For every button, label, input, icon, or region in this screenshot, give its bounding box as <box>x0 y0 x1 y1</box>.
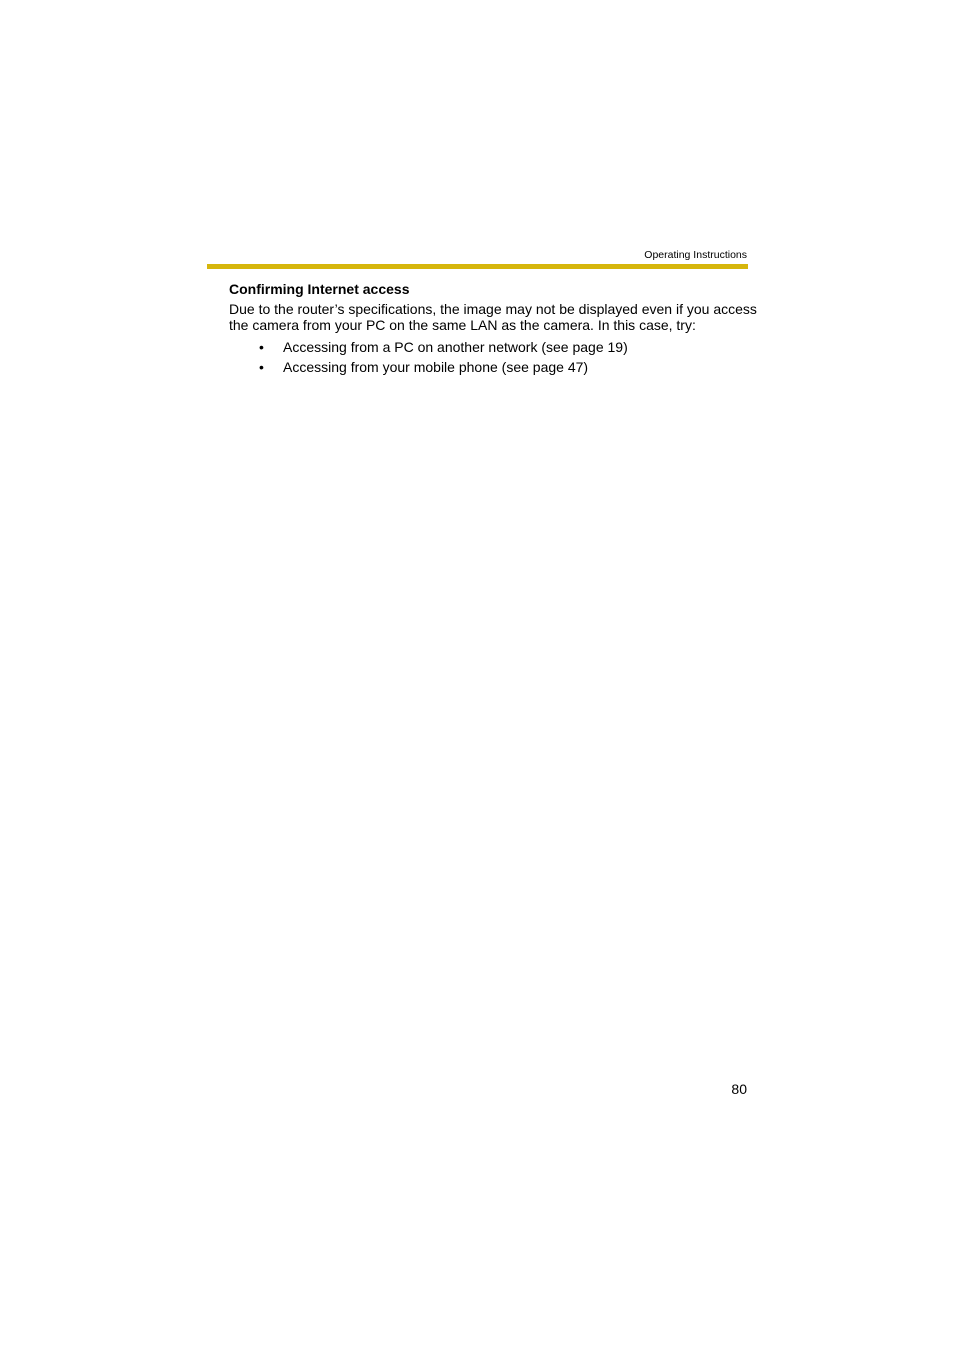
list-item <box>229 337 759 357</box>
bullet-icon: • <box>259 359 264 375</box>
section-title: Confirming Internet access <box>229 281 410 297</box>
header-rule <box>207 264 748 269</box>
content-section <box>229 280 759 377</box>
list-item-text: Accessing from your mobile phone (see page 47) <box>283 359 589 375</box>
list-item <box>229 357 759 377</box>
list-item-text: Accessing from a PC on another network (see page 19) <box>283 339 628 355</box>
page-number: 80 <box>731 1081 747 1097</box>
bullet-list <box>229 337 759 377</box>
body-paragraph: Due to the router’s specifications, the image may not be displayed even if you access the camera from your PC on the same LAN as the camera. In this case, try: <box>229 301 757 333</box>
bullet-icon: • <box>259 339 264 355</box>
running-header: Operating Instructions <box>644 249 747 261</box>
